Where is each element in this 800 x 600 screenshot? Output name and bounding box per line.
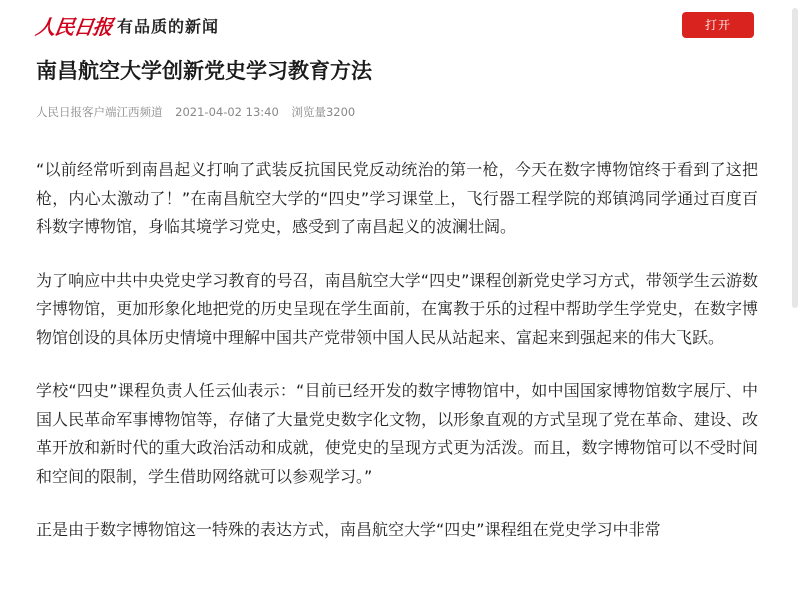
top-bar — [0, 0, 800, 46]
article-paragraph-4: 正是由于数字博物馆这一特殊的表达方式，南昌航空大学“四史”课程组在党史学习中非常 — [36, 520, 661, 539]
article-datetime: 2021-04-02 13:40 — [175, 105, 279, 119]
article-views: 浏览量3200 — [291, 105, 356, 119]
article-paragraph-3: 学校“四史”课程负责人任云仙表示：“目前已经开发的数字博物馆中，如中国国家博物馆数字展厅、中国人民革命军事博物馆等，存储了大量党史数字化文物，以形象直观的方式呈现了党在革命、建设、改革开放和新时代的重大政治活动和成就，使党史的呈现方式更为活泼。而且，数字博物馆可以不受时间和空间的限制，学生借助网络就可以参观学习。” — [36, 381, 758, 486]
open-app-button[interactable]: 打开 — [682, 12, 754, 38]
slogan-text: 有品质的新闻 — [117, 17, 220, 36]
article-title: 南昌航空大学创新党史学习教育方法 — [36, 59, 372, 83]
article-paragraph-2: 为了响应中共中央党史学习教育的号召，南昌航空大学“四史”课程创新党史学习方式，带领学生云游数字博物馆，更加形象化地把党的历史呈现在学生面前，在寓教于乐的过程中帮助学生学党史，在数字博物馆创设的具体历史情境中理解中国共产党带领中国人民从站起来、富起来到强起来的伟大飞跃。 — [36, 270, 758, 347]
article-meta — [36, 104, 364, 120]
people-daily-logo: 人民日报 — [34, 15, 114, 39]
article-source: 人民日报客户端江西频道 — [36, 105, 163, 119]
page-scrollbar[interactable] — [792, 8, 798, 308]
article-body — [36, 156, 758, 570]
article-paragraph-1: “以前经常听到南昌起义打响了武装反抗国民党反动统治的第一枪，今天在数字博物馆终于看到了这把枪，内心太激动了！”在南昌航空大学的“四史”学习课堂上，飞行器工程学院的郑镇鸿同学通过百度百科数字博物馆，身临其境学习党史，感受到了南昌起义的波澜壮阔。 — [36, 160, 758, 236]
